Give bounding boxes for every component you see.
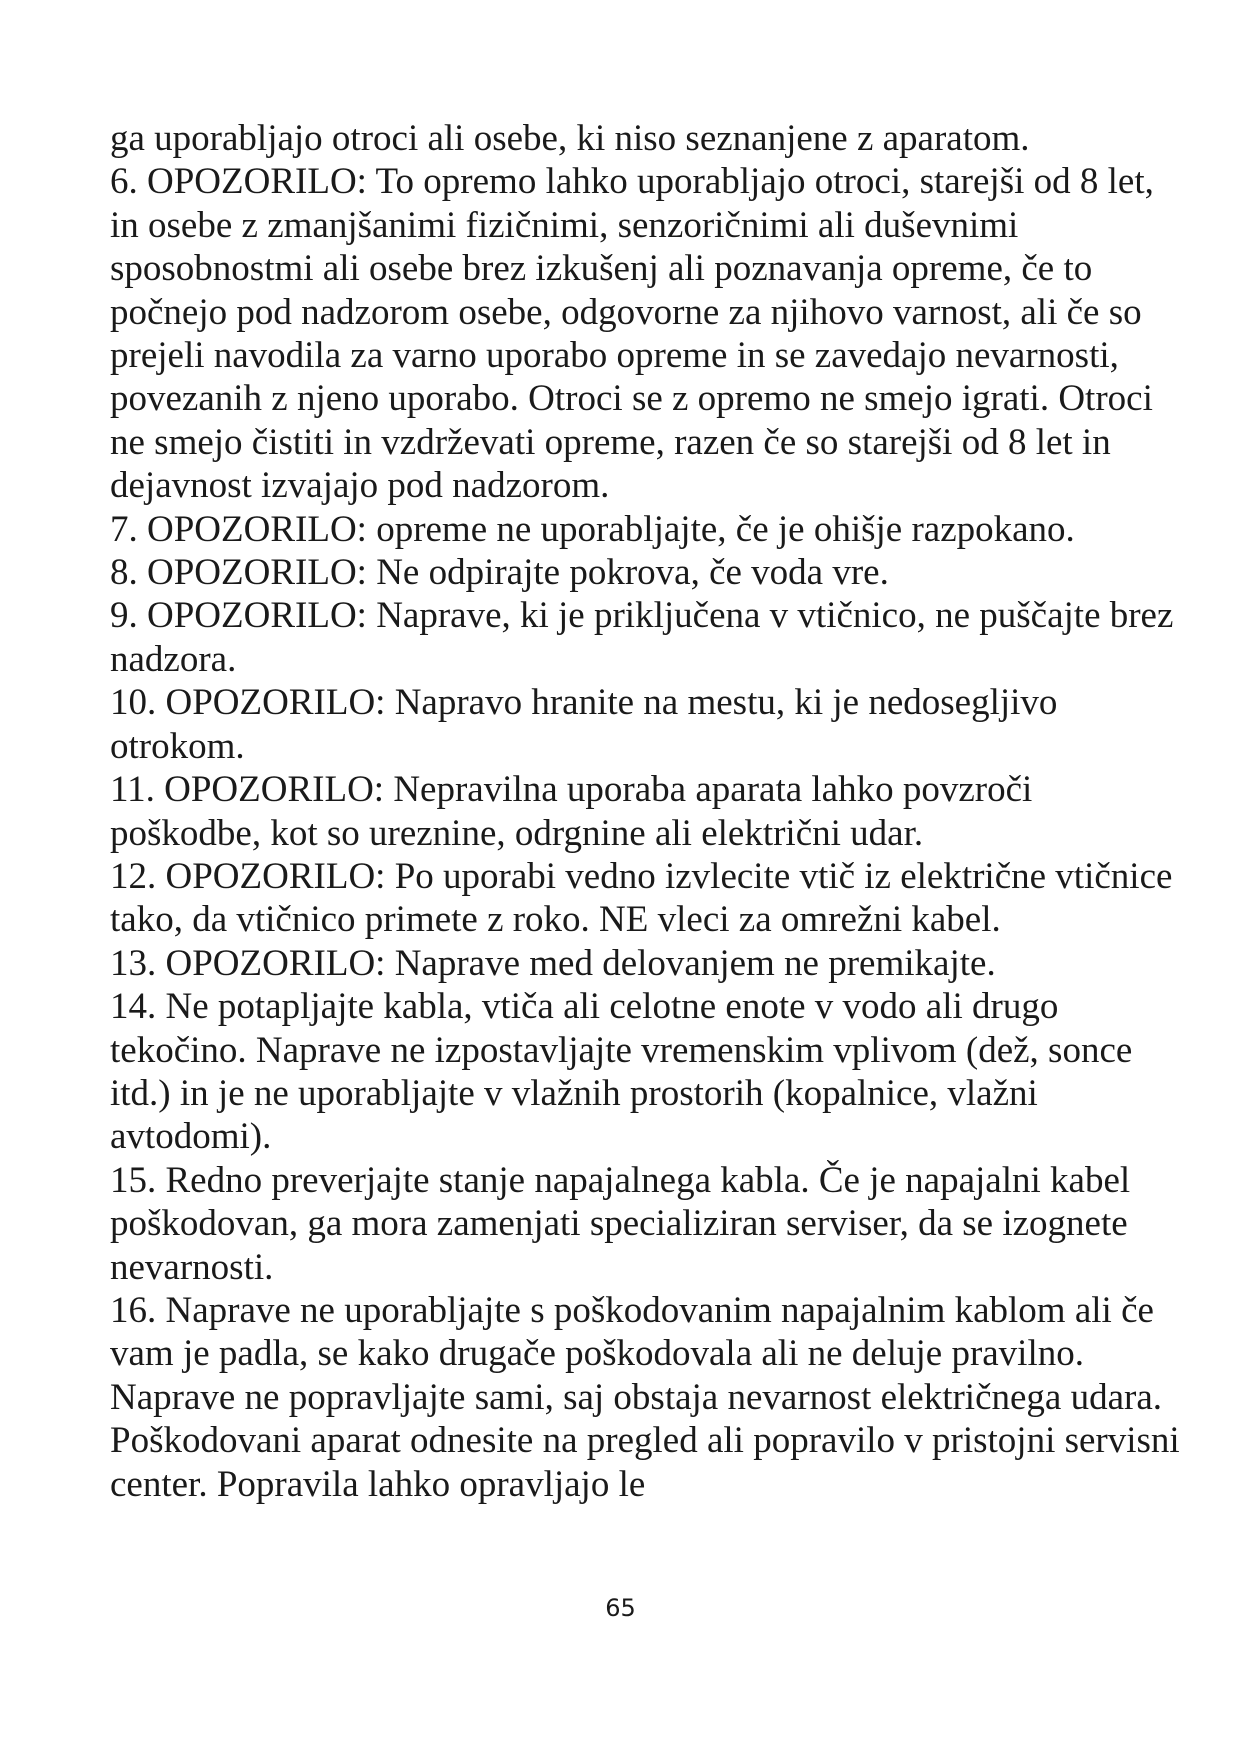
paragraph-warning-10: 10. OPOZORILO: Napravo hranite na mestu, ki je nedosegljivo otrokom.	[110, 682, 1058, 767]
paragraph-warning-7: 7. OPOZORILO: opreme ne uporabljajte, če je ohišje razpokano.	[110, 508, 1075, 550]
paragraph-continuation: ga uporabljajo otroci ali osebe, ki niso seznanjene z aparatom.	[110, 118, 1030, 159]
page-number: 65	[605, 1594, 636, 1622]
paragraph-item-15: 15. Redno preverjajte stanje napajalnega kabla. Če je napajalni kabel poškodovan, ga mora zamenjati specializiran serviser, da se izognete nevarnosti.	[110, 1159, 1131, 1288]
paragraph-warning-11: 11. OPOZORILO: Nepravilna uporaba aparata lahko povzroči poškodbe, kot so ureznine, odrgnine ali električni udar.	[110, 769, 1033, 854]
document-body	[110, 117, 1190, 1506]
paragraph-warning-12: 12. OPOZORILO: Po uporabi vedno izvlecite vtič iz električne vtičnice tako, da vtičnico primete z roko. NE vleci za omrežni kabel.	[110, 855, 1173, 941]
paragraph-warning-9: 9. OPOZORILO: Naprave, ki je priključena v vtičnico, ne puščajte brez nadzora.	[110, 595, 1174, 680]
paragraph-warning-6: 6. OPOZORILO: To opremo lahko uporabljajo otroci, starejši od 8 let, in osebe z zmanjšanimi fizičnimi, senzoričnimi ali duševnimi sposobnostmi ali osebe brez izkušenj ali poznavanja opreme, če to počnejo pod nadzorom osebe, odgovorne za njihovo varnost, ali če so prejeli navodila za varno uporabo opreme in se zavedajo nevarnosti, povezanih z njeno uporabo. Otroci se z opremo ne smejo igrati. Otroci ne smejo čistiti in vzdrževati opreme, razen če so starejši od 8 let in dejavnost izvajajo pod nadzorom.	[110, 161, 1154, 507]
paragraph-item-16: 16. Naprave ne uporabljajte s poškodovanim napajalnim kablom ali če vam je padla, se kako drugače poškodovala ali ne deluje pravilno. Naprave ne popravljajte sami, saj obstaja nevarnost električnega udara. Poškodovani aparat odnesite na pregled ali popravilo v pristojni servisni center. Popravila lahko opravljajo le	[110, 1289, 1180, 1505]
paragraph-item-14: 14. Ne potapljajte kabla, vtiča ali celotne enote v vodo ali drugo tekočino. Naprave ne izpostavljajte vremenskim vplivom (dež, sonce itd.) in je ne uporabljajte v vlažnih prostorih (kopalnice, vlažni avtodomi).	[110, 986, 1133, 1158]
paragraph-warning-13: 13. OPOZORILO: Naprave med delovanjem ne premikajte.	[110, 942, 996, 984]
paragraph-warning-8: 8. OPOZORILO: Ne odpirajte pokrova, če voda vre.	[110, 552, 889, 594]
